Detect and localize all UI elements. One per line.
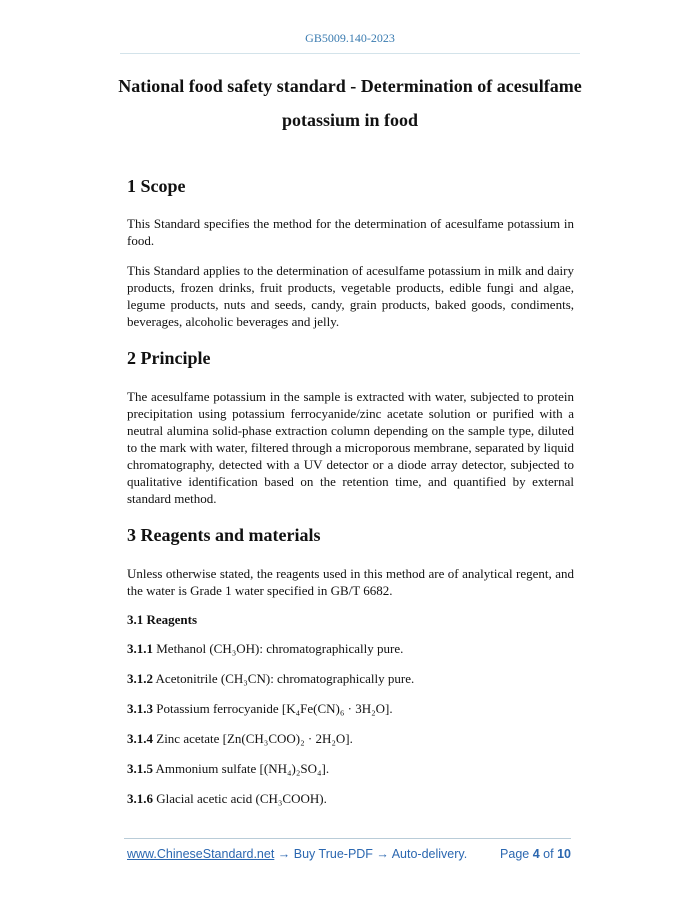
subheading-reagents: 3.1 Reagents [127,612,198,627]
reagent-item: 3.1.4 Zinc acetate [Zn(CH₃COO)₂ · 2H₂O]. [127,731,353,746]
reagent-item: 3.1.5 Ammonium sulfate [(NH₄)₂SO₄]. [127,761,330,776]
footer-tagline: → Buy True-PDF → Auto-delivery. [274,847,468,861]
scope-paragraph-2: This Standard applies to the determination of acesulfame potassium in milk and dairy products, frozen drinks, fruit products, vegetable products, edible fungi and algae, legume products, nuts and seeds, candy, grain products, baked goods, condiments, beverages, alcoholic beverages and jelly. [127,263,574,329]
document-title-line1: National food safety standard - Determination of acesulfame [118,76,582,96]
header-divider [120,53,580,54]
chinesestandard-link[interactable]: www.ChineseStandard.net [127,847,275,861]
reagent-item: 3.1.3 Potassium ferrocyanide [K₄Fe(CN)₆ · 3H₂O]. [127,701,393,716]
reagent-item: 3.1.6 Glacial acetic acid (CH₃COOH). [127,791,327,806]
footer-divider [124,838,571,839]
header-doc-number: GB5009.140-2023 [305,31,395,45]
footer [127,847,571,861]
principle-paragraph: The acesulfame potassium in the sample is extracted with water, subjected to protein precipitation using potassium ferrocyanide/zinc acetate solution or purified with a neutral alumina solid-phase extraction column depending on the sample type, diluted to the mark with water, filtered through a microporous membrane, separated by liquid chromatography, detected with a UV detector or a diode array detector, subjected to qualitative identification based on the retention time, and quantified by external standard method. [127,389,574,506]
section-heading-principle: 2 Principle [127,348,211,368]
scope-paragraph-1: This Standard specifies the method for the determination of acesulfame potassium in food. [127,216,574,248]
reagent-item: 3.1.1 Methanol (CH₃OH): chromatographically pure. [127,641,404,656]
section-heading-reagents: 3 Reagents and materials [127,525,321,545]
section-heading-scope: 1 Scope [127,176,186,196]
reagent-item: 3.1.2 Acetonitrile (CH₃CN): chromatographically pure. [127,671,415,686]
document-title-line2: potassium in food [281,110,419,130]
reagents-paragraph: Unless otherwise stated, the reagents used in this method are of analytical regent, and the water is Grade 1 water specified in GB/T 6682. [127,566,574,598]
page-indicator: Page 4 of 10 [500,847,571,861]
